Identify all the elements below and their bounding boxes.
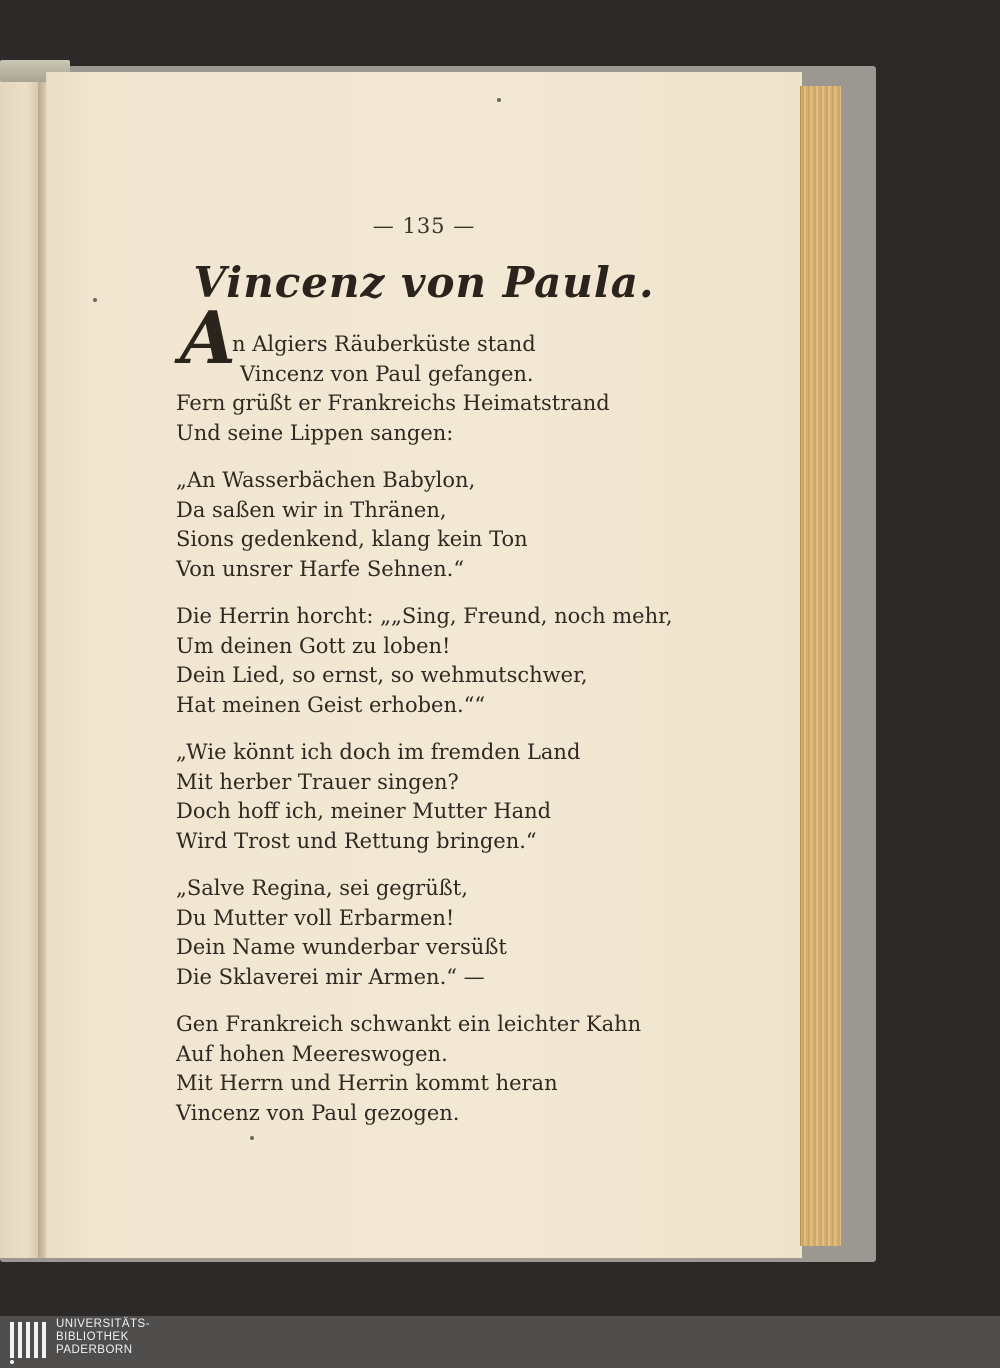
stanza (176, 602, 736, 720)
stanza (176, 1010, 736, 1128)
library-name-line: PADERBORN (56, 1344, 133, 1356)
poem-line: Die Herrin horcht: „„Sing, Freund, noch mehr, (176, 604, 673, 628)
poem-line: Auf hohen Meereswogen. (176, 1041, 448, 1066)
poem-line: Du Mutter voll Erbarmen! (176, 905, 455, 930)
poem-line: Vincenz von Paul gefangen. (240, 361, 534, 386)
drop-cap-initial: A (180, 295, 236, 380)
poem-line: Vincenz von Paul gezogen. (176, 1100, 460, 1125)
page-edges (800, 86, 841, 1246)
library-logo-icon (8, 1320, 48, 1364)
page-number: — 135 — (372, 214, 476, 238)
poem-line: Sions gedenkend, klang kein Ton (176, 527, 528, 551)
poem-line: Gen Frankreich schwankt ein leichter Kahn (176, 1012, 642, 1036)
poem-line: Dein Lied, so ernst, so wehmutschwer, (176, 663, 588, 687)
stanza (176, 330, 736, 448)
poem-line: Da saßen wir in Thränen, (176, 497, 447, 522)
poem-line: Dein Name wunderbar versüßt (176, 935, 507, 959)
library-name-line: UNIVERSITÄTS- (56, 1318, 151, 1330)
poem-line: „Salve Regina, sei gegrüßt, (176, 876, 468, 900)
poem-line: Und seine Lippen sangen: (176, 420, 454, 445)
poem-line: n Algiers Räuberküste stand (232, 332, 536, 356)
stanza (176, 874, 736, 992)
paper-speck (93, 298, 97, 302)
poem-line: Fern grüßt er Frankreichs Heimatstrand (176, 391, 610, 415)
poem-line: Die Sklaverei mir Armen.“ — (176, 964, 485, 989)
poem-line: „Wie könnt ich doch im fremden Land (176, 740, 581, 764)
stanza (176, 466, 736, 584)
poem-body (176, 330, 736, 1146)
poem-line: Wird Trost und Rettung bringen.“ (176, 828, 537, 853)
paper-speck (497, 98, 501, 102)
paper-speck (250, 1136, 254, 1140)
poem-line: „An Wasserbächen Babylon, (176, 468, 476, 492)
poem-line: Von unsrer Harfe Sehnen.“ (176, 556, 465, 581)
stanza (176, 738, 736, 856)
poem-line: Mit Herrn und Herrin kommt heran (176, 1071, 558, 1095)
library-name-line: BIBLIOTHEK (56, 1331, 129, 1343)
library-name (56, 1318, 150, 1357)
poem-line: Um deinen Gott zu loben! (176, 633, 451, 658)
poem-title: Vincenz von Paula. (193, 258, 655, 307)
poem-line: Doch hoff ich, meiner Mutter Hand (176, 799, 552, 823)
poem-line: Hat meinen Geist erhoben.““ (176, 692, 486, 717)
poem-line: Mit herber Trauer singen? (176, 769, 459, 794)
